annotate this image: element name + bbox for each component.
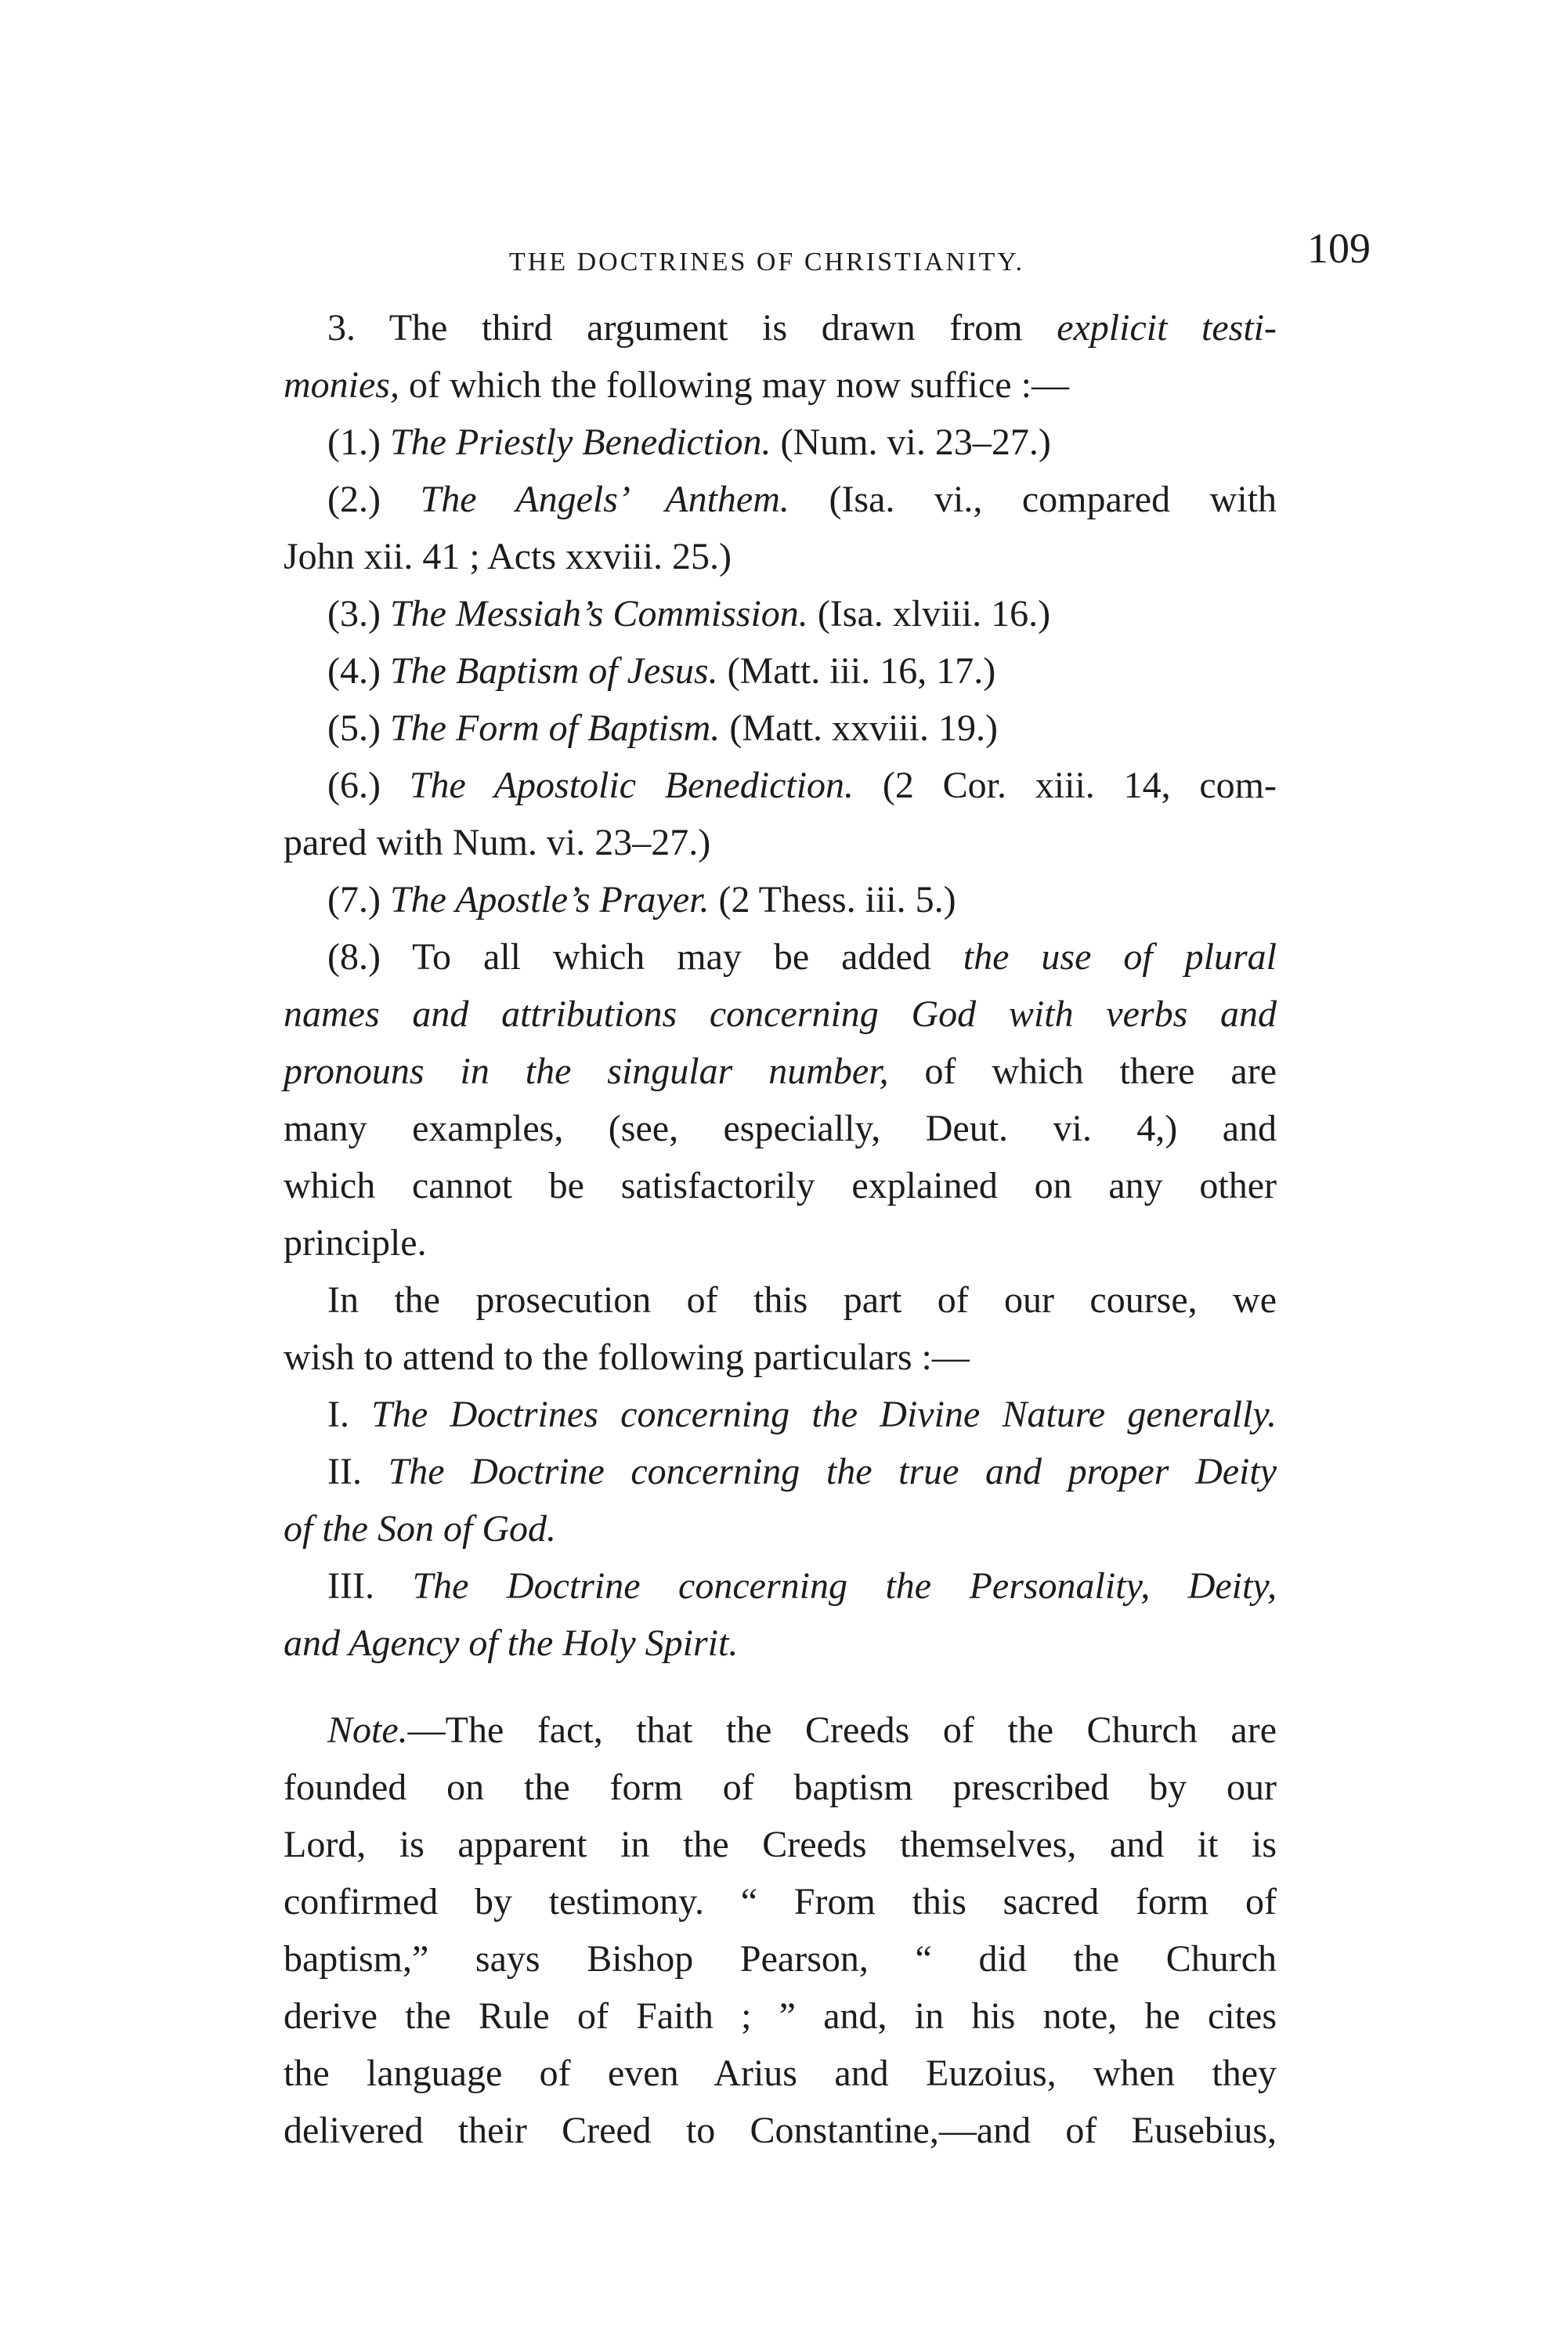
testimony-item-8: (8.) To all which may be added the use of plural names and attributions concerning God with verbs and pronouns in the singular number, of which there are many examples, (see, especially, Deut. vi. 4,) and which cannot be satisfactorily explained on any other principle. bbox=[284, 936, 1277, 1264]
particular-3: III. The Doctrine concerning the Personality, Deity, and Agency of the Holy Spirit. bbox=[284, 1565, 1277, 1664]
page-body bbox=[284, 299, 1277, 2159]
testimony-item-7: (7.) The Apostle’s Prayer. (2 Thess. iii. 5.) bbox=[327, 879, 956, 921]
particular-1: I. The Doctrines concerning the Divine Nature generally. bbox=[327, 1394, 1277, 1435]
testimony-item-3: (3.) The Messiah’s Commission. (Isa. xlviii. 16.) bbox=[327, 593, 1051, 635]
testimony-item-4: (4.) The Baptism of Jesus. (Matt. iii. 16, 17.) bbox=[327, 650, 996, 692]
testimony-item-5: (5.) The Form of Baptism. (Matt. xxviii. 19.) bbox=[327, 707, 998, 749]
running-title: THE DOCTRINES OF CHRISTIANITY. bbox=[509, 248, 1024, 277]
section-gap bbox=[284, 1672, 1277, 1702]
testimony-item-6: (6.) The Apostolic Benediction. (2 Cor. xiii. 14, com- pared with Num. vi. 23–27.) bbox=[284, 765, 1277, 863]
prosecution-paragraph: In the prosecution of this part of our course, we wish to attend to the following particulars :— bbox=[284, 1279, 1277, 1378]
note-paragraph: Note.—The fact, that the Creeds of the Church are founded on the form of baptism prescribed by our Lord, is apparent in the Creeds themselves, and it is confirmed by testimony. “ From this sacred form of baptism,” says Bishop Pearson, “ did the Church derive the Rule of Faith ; ” and, in his note, he cites the language of even Arius and Euzoius, when they delivered their Creed to Constantine,—and of Eusebius, bbox=[284, 1709, 1277, 2151]
page-header bbox=[509, 224, 1371, 287]
testimony-item-2: (2.) The Angels’ Anthem. (Isa. vi., compared with John xii. 41 ; Acts xxviii. 25.) bbox=[284, 479, 1277, 577]
particular-2: II. The Doctrine concerning the true and proper Deity of the Son of God. bbox=[284, 1451, 1277, 1550]
testimony-item-1: (1.) The Priestly Benediction. (Num. vi. 23–27.) bbox=[327, 421, 1051, 463]
page-number: 109 bbox=[1307, 225, 1371, 272]
third-argument-paragraph: 3. The third argument is drawn from explicit testi- monies, of which the following may now suffice :— bbox=[284, 307, 1277, 406]
